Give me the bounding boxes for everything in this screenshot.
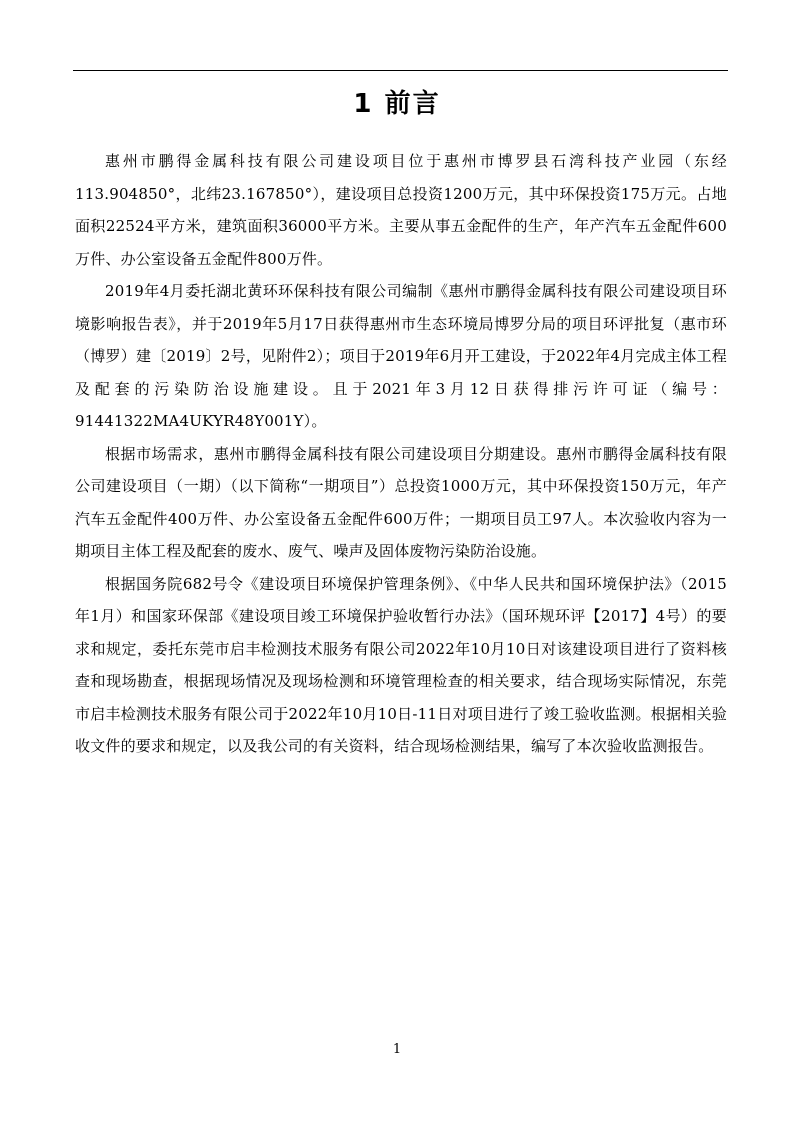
header-rule — [73, 70, 728, 71]
body-text — [75, 145, 727, 763]
paragraph-phase-one: 根据市场需求，惠州市鹏得金属科技有限公司建设项目分期建设。惠州市鹏得金属科技有限公司建设项目（一期）（以下简称“一期项目”）总投资1000万元，其中环保投资150万元，年产汽车五金配件400万件、办公室设备五金配件600万件；一期项目员工97人。本次验收内容为一期项目主体工程及配套的废水、废气、噪声及固体废物污染防治设施。 — [75, 444, 727, 560]
section-title: 1 前言 — [353, 89, 441, 119]
paragraph-project-overview: 惠州市鹏得金属科技有限公司建设项目位于惠州市博罗县石湾科技产业园（东经113.904850°，北纬23.167850°），建设项目总投资1200万元，其中环保投资175万元。占地面积22524平方米，建筑面积36000平方米。主要从事五金配件的生产，年产汽车五金配件600万件、办公室设备五金配件800万件。 — [75, 152, 727, 268]
paragraph-eia-history: 2019年4月委托湖北黄环环保科技有限公司编制《惠州市鹏得金属科技有限公司建设项目环境影响报告表》，并于2019年5月17日获得惠州市生态环境局博罗分局的项目环评批复（惠市环（博罗）建〔2019〕2号，见附件2）；项目于2019年6月开工建设，于2022年4月完成主体工程及配套的污染防治设施建设。且于2021年3月12日获得排污许可证（编号：91441322MA4UKYR48Y001Y）。 — [75, 282, 727, 430]
page-number: 1 — [392, 1042, 402, 1057]
paragraph-acceptance-basis: 根据国务院682号令《建设项目环境保护管理条例》、《中华人民共和国环境保护法》（2015年1月）和国家环保部《建设项目竣工环境保护验收暂行办法》（国环规环评【2017】4号）的要求和规定，委托东莞市启丰检测技术服务有限公司2022年10月10日对该建设项目进行了资料核查和现场勘查，根据现场情况及现场检测和环境管理检查的相关要求，结合现场实际情况，东莞市启丰检测技术服务有限公司于2022年10月10日-11日对项目进行了竣工验收监测。根据相关验收文件的要求和规定，以及我公司的有关资料，结合现场检测结果，编写了本次验收监测报告。 — [75, 574, 727, 755]
